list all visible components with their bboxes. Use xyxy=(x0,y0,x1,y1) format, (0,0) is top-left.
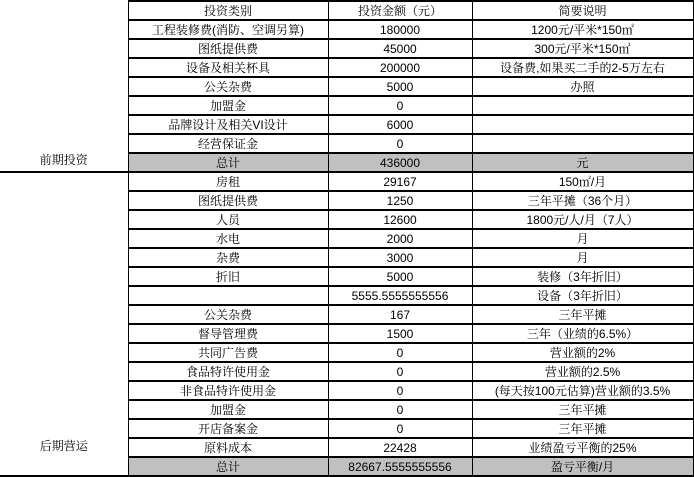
amount-cell[interactable]: 180000 xyxy=(328,20,472,39)
category-cell[interactable]: 设备及相关杯具 xyxy=(128,58,328,77)
note-cell[interactable]: 办照 xyxy=(472,77,693,96)
amount-cell[interactable]: 5000 xyxy=(328,267,472,286)
column-header-category[interactable]: 投资类别 xyxy=(128,1,328,20)
amount-cell[interactable]: 5000 xyxy=(328,77,472,96)
category-cell[interactable]: 折旧 xyxy=(128,267,328,286)
category-cell[interactable]: 共同广告费 xyxy=(128,343,328,362)
amount-cell[interactable]: 0 xyxy=(328,362,472,381)
table-row xyxy=(0,172,693,191)
note-cell[interactable] xyxy=(472,115,693,134)
amount-cell[interactable]: 45000 xyxy=(328,39,472,58)
note-cell[interactable]: 三年平摊（36个月） xyxy=(472,191,693,210)
note-cell[interactable]: 150㎡/月 xyxy=(472,172,693,191)
note-cell[interactable]: 设备费,如果买二手的2-5万左右 xyxy=(472,58,693,77)
note-cell[interactable]: 营业额的2.5% xyxy=(472,362,693,381)
note-cell[interactable]: 月 xyxy=(472,248,693,267)
amount-cell[interactable]: 0 xyxy=(328,400,472,419)
amount-cell[interactable]: 2000 xyxy=(328,229,472,248)
amount-cell[interactable]: 1250 xyxy=(328,191,472,210)
category-cell[interactable]: 公关杂费 xyxy=(128,305,328,324)
amount-cell[interactable]: 3000 xyxy=(328,248,472,267)
category-cell[interactable]: 加盟金 xyxy=(128,400,328,419)
note-cell[interactable]: 三年平摊 xyxy=(472,419,693,438)
category-cell[interactable]: 房租 xyxy=(128,172,328,191)
note-cell[interactable] xyxy=(472,96,693,115)
note-cell[interactable]: (每天按100元估算)营业额的3.5% xyxy=(472,381,693,400)
amount-cell[interactable]: 5555.5555555556 xyxy=(328,286,472,305)
amount-cell[interactable]: 200000 xyxy=(328,58,472,77)
note-cell[interactable]: 盈亏平衡/月 xyxy=(472,457,693,476)
note-cell[interactable]: 300元/平米*150㎡ xyxy=(472,39,693,58)
column-header-amount[interactable]: 投资金额（元） xyxy=(328,1,472,20)
note-cell[interactable] xyxy=(472,134,693,153)
category-cell[interactable]: 总计 xyxy=(128,153,328,172)
category-cell[interactable]: 公关杂费 xyxy=(128,77,328,96)
amount-cell[interactable]: 1500 xyxy=(328,324,472,343)
category-cell[interactable]: 总计 xyxy=(128,457,328,476)
note-cell[interactable]: 三年平摊 xyxy=(472,305,693,324)
category-cell[interactable]: 杂费 xyxy=(128,248,328,267)
note-cell[interactable]: 三年（业绩的6.5%） xyxy=(472,324,693,343)
amount-cell[interactable]: 0 xyxy=(328,134,472,153)
note-cell[interactable]: 三年平摊 xyxy=(472,400,693,419)
note-cell[interactable]: 设备（3年折旧） xyxy=(472,286,693,305)
category-cell[interactable]: 水电 xyxy=(128,229,328,248)
note-cell[interactable]: 元 xyxy=(472,153,693,172)
note-cell[interactable]: 业绩盈亏平衡的25% xyxy=(472,438,693,457)
note-cell[interactable]: 1800元/人/月（7人） xyxy=(472,210,693,229)
category-cell[interactable]: 督导管理费 xyxy=(128,324,328,343)
category-cell[interactable]: 加盟金 xyxy=(128,96,328,115)
category-cell[interactable]: 原料成本 xyxy=(128,438,328,457)
amount-cell[interactable]: 22428 xyxy=(328,438,472,457)
section-label-early-investment[interactable]: 前期投资 xyxy=(0,1,128,172)
category-cell[interactable]: 人员 xyxy=(128,210,328,229)
column-header-note[interactable]: 简要说明 xyxy=(472,1,693,20)
category-cell[interactable]: 食品特许使用金 xyxy=(128,362,328,381)
amount-cell[interactable]: 167 xyxy=(328,305,472,324)
amount-cell[interactable]: 12600 xyxy=(328,210,472,229)
header-row xyxy=(0,1,693,20)
amount-cell[interactable]: 6000 xyxy=(328,115,472,134)
amount-cell[interactable]: 29167 xyxy=(328,172,472,191)
note-cell[interactable]: 营业额的2% xyxy=(472,343,693,362)
category-cell[interactable]: 开店备案金 xyxy=(128,419,328,438)
amount-cell[interactable]: 436000 xyxy=(328,153,472,172)
note-cell[interactable]: 1200元/平米*150㎡ xyxy=(472,20,693,39)
category-cell[interactable] xyxy=(128,286,328,305)
category-cell[interactable]: 品牌设计及相关VI设计 xyxy=(128,115,328,134)
amount-cell[interactable]: 0 xyxy=(328,419,472,438)
amount-cell[interactable]: 0 xyxy=(328,343,472,362)
section-label-later-operation[interactable]: 后期营运 xyxy=(0,172,128,476)
category-cell[interactable]: 工程装修费(消防、空调另算) xyxy=(128,20,328,39)
category-cell[interactable]: 图纸提供费 xyxy=(128,191,328,210)
amount-cell[interactable]: 82667.5555555556 xyxy=(328,457,472,476)
amount-cell[interactable]: 0 xyxy=(328,381,472,400)
note-cell[interactable]: 装修（3年折旧） xyxy=(472,267,693,286)
category-cell[interactable]: 非食品特许使用金 xyxy=(128,381,328,400)
category-cell[interactable]: 图纸提供费 xyxy=(128,39,328,58)
note-cell[interactable]: 月 xyxy=(472,229,693,248)
amount-cell[interactable]: 0 xyxy=(328,96,472,115)
category-cell[interactable]: 经营保证金 xyxy=(128,134,328,153)
